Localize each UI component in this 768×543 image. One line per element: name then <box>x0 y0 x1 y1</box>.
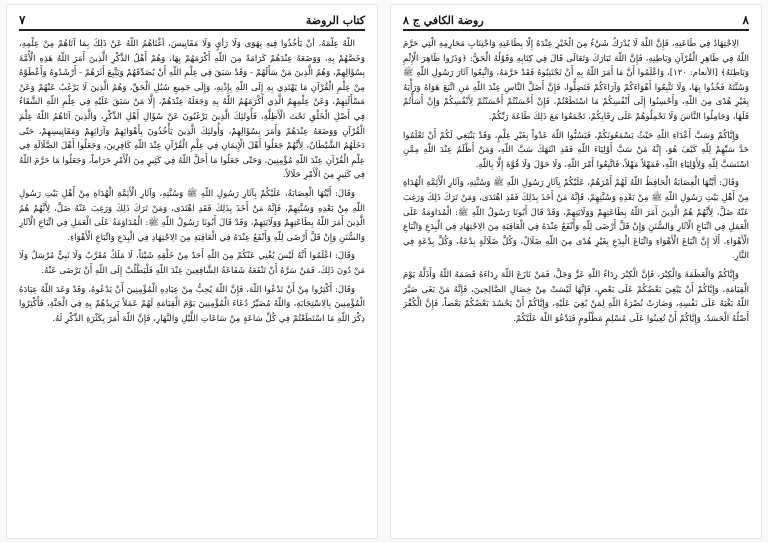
running-title: كتاب الروضة <box>305 14 365 27</box>
paragraph: الِاجْتِهَادُ فِي طَاعَتِهِ، فَإِنَّ اللّهَ لَا يُدْرَكُ شَيْءٌ مِنَ الْخَيْرِ عِنْدَهُ إِلَّا بِطَاعَتِهِ وَاجْتِنَابِ مَحَارِمِهِ الَّتِي حَرَّمَ اللّهُ فِي ظَاهِرِ الْقُرْآنِ وَبَاطِنِهِ، فَإِنَّ اللّهَ تَبَارَكَ وَتَعَالَى قَالَ فِي كِتَابِهِ وَقَوْلُهُ الْحَقُّ: ﴿وَذَرُوا ظَاهِرَ الْإِثْمِ وَبَاطِنَهُ﴾ [الأنعام: ١٢٠]، وَاعْلَمُوا أَنَّ مَا أَمَرَ اللّهُ بِهِ أَنْ تَجْتَنِبُوهُ فَقَدْ حَرَّمَهُ، وَاتَّبِعُوا آثَارَ رَسُولِ اللّهِ ﷺ وَسُنَّتَهُ فَخُذُوا بِهَا، وَلَا تَتَّبِعُوا أَهْوَاءَكُمْ وَآرَاءَكُمْ فَتَضِلُّوا، فَإِنَّ أَضَلَّ النَّاسِ عِنْدَ اللّهِ مَنِ اتَّبَعَ هَوَاهُ وَرَأْيَهُ بِغَيْرِ هُدًى مِنَ اللّهِ، وَأَحْسِنُوا إِلَى أَنْفُسِكُمْ مَا اسْتَطَعْتُمْ، فَإِنْ أَحْسَنْتُمْ أَحْسَنْتُمْ لِأَنْفُسِكُمْ وَإِنْ أَسَأْتُمْ فَلَهَا، وَجَامِلُوا النَّاسَ وَلَا تَحْمِلُوهُمْ عَلَى رِقَابِكُمْ، تَجْمَعُوا مَعَ ذَلِكَ طَاعَةَ رَبِّكُمْ. <box>403 39 749 122</box>
paragraph: وَإِيَّاكُمْ وَالْعَظَمَةَ وَالْكِبْرَ، فَإِنَّ الْكِبْرَ رِدَاءُ اللّهِ عَزَّ وَجَلَّ، فَمَنْ نَازَعَ اللّهَ رِدَاءَهُ قَصَمَهُ اللّهُ وَأَذَلَّهُ يَوْمَ الْقِيَامَةِ، وَإِيَّاكُمْ أَنْ يَبْغِيَ بَعْضُكُمْ عَلَى بَعْضٍ، فَإِنَّهَا لَيْسَتْ مِنْ خِصَالِ الصَّالِحِينَ، فَإِنَّهُ مَنْ بَغَى صَيَّرَ اللّهُ بَغْيَهُ عَلَى نَفْسِهِ، وَصَارَتْ نُصْرَةُ اللّهِ لِمَنْ بُغِيَ عَلَيْهِ، وَإِيَّاكُمْ أَنْ يَحْسُدَ بَعْضُكُمْ بَعْضاً، فَإِنَّ الْكُفْرَ أَصْلُهُ الْحَسَدُ، وَإِيَّاكُمْ أَنْ تُعِينُوا عَلَى مُسْلِمٍ مَظْلُومٍ فَيَدْعُوَ اللّهَ عَلَيْكُمْ. <box>403 269 749 324</box>
left-page <box>6 4 378 539</box>
paragraph: وَقَالَ: اعْلَمُوا أَنَّهُ لَيْسَ يُغْنِي عَنْكُمْ مِنَ اللّهِ أَحَدٌ مِنْ خَلْقِهِ شَيْئاً، لَا مَلَكٌ مُقَرَّبٌ وَلَا نَبِيٌّ مُرْسَلٌ وَلَا مَنْ دُونَ ذَلِكَ، فَمَنْ سَرَّهُ أَنْ تَنْفَعَهُ شَفَاعَةُ الشَّافِعِينَ عِنْدَ اللّهِ فَلْيَطْلُبْ إِلَى اللّهِ أَنْ يَرْضَى عَنْهُ. <box>19 251 365 276</box>
running-title: روضة الكافي ج ٨ <box>403 14 484 27</box>
paragraph: وَقَالَ: أَيَّتُهَا الْعِصَابَةُ الْحَافِظُ اللّهُ لَهُمْ أَمْرَهُمْ، عَلَيْكُمْ بِآثَارِ رَسُولِ اللّهِ ﷺ وَسُنَّتِهِ، وَآثَارِ الْأَئِمَّةِ الْهُدَاةِ مِنْ أَهْلِ بَيْتِ رَسُولِ اللّهِ ﷺ مِنْ بَعْدِهِ وَسُنَّتِهِمْ، فَإِنَّهُ مَنْ أَخَذَ بِذَلِكَ فَقَدِ اهْتَدَى، وَمَنْ تَرَكَ ذَلِكَ وَرَغِبَ عَنْهُ ضَلَّ، لِأَنَّهُمْ هُمُ الَّذِينَ أَمَرَ اللّهُ بِطَاعَتِهِمْ وَوَلَايَتِهِمْ، وَقَدْ قَالَ أَبُونَا رَسُولُ اللّهِ ﷺ: الْمُدَاوَمَةُ عَلَى الْعَمَلِ فِي اتِّبَاعِ الْآثَارِ وَالسُّنَنِ وَإِنْ قَلَّ أَرْضَى لِلّهِ وَأَنْفَعُ عِنْدَهُ فِي الْعَاقِبَةِ مِنَ الِاجْتِهَادِ فِي الْبِدَعِ وَاتِّبَاعِ الْأَهْوَاءِ، أَلَا إِنَّ اتِّبَاعَ الْأَهْوَاءِ وَاتِّبَاعَ الْبِدَعِ بِغَيْرِ هُدًى مِنَ اللّهِ ضَلَالٌ، وَكُلَّ ضَلَالَةٍ بِدْعَةٌ، وَكُلَّ بِدْعَةٍ فِي النَّارِ. <box>403 178 749 262</box>
page-number: ٨ <box>742 13 749 27</box>
page-header <box>403 13 749 31</box>
paragraph: وَقَالَ: أَكْثِرُوا مِنْ أَنْ تَدْعُوا اللّهَ، فَإِنَّ اللّهَ يُحِبُّ مِنْ عِبَادِهِ الْمُؤْمِنِينَ أَنْ يَدْعُوهُ، وَقَدْ وَعَدَ اللّهُ عِبَادَهُ الْمُؤْمِنِينَ بِالِاسْتِجَابَةِ، وَاللّهُ مُصَيِّرٌ دُعَاءَ الْمُؤْمِنِينَ يَوْمَ الْقِيَامَةِ لَهُمْ عَمَلاً يَزِيدُهُمْ بِهِ فِي الْجَنَّةِ، فَأَكْثِرُوا ذِكْرَ اللّهِ مَا اسْتَطَعْتُمْ فِي كُلِّ سَاعَةٍ مِنْ سَاعَاتِ اللَّيْلِ وَالنَّهَارِ، فَإِنَّ اللّهَ أَمَرَ بِكَثْرَةِ الذِّكْرِ لَهُ. <box>19 284 365 324</box>
page-number: ٧ <box>19 13 26 27</box>
right-page <box>390 4 762 539</box>
page-header <box>19 13 365 31</box>
page-body <box>19 37 365 532</box>
paragraph: وَقَالَ: أَيَّتُهَا الْعِصَابَةُ، عَلَيْكُمْ بِآثَارِ رَسُولِ اللّهِ ﷺ وَسُنَّتِهِ، وَآثَارِ الْأَئِمَّةِ الْهُدَاةِ مِنْ أَهْلِ بَيْتِ رَسُولِ اللّهِ مِنْ بَعْدِهِ وَسُنَّتِهِمْ، فَإِنَّهُ مَنْ أَخَذَ بِذَلِكَ فَقَدِ اهْتَدَى، وَمَنْ تَرَكَ ذَلِكَ وَرَغِبَ عَنْهُ ضَلَّ، لِأَنَّهُمْ هُمُ الَّذِينَ أَمَرَ اللّهُ بِطَاعَتِهِمْ وَوَلَايَتِهِمْ، وَقَدْ قَالَ أَبُونَا رَسُولُ اللّهِ ﷺ: الْمُدَاوَمَةُ عَلَى الْعَمَلِ فِي اتِّبَاعِ الْآثَارِ وَالسُّنَنِ وَإِنْ قَلَّ أَرْضَى لِلّهِ وَأَنْفَعُ عِنْدَهُ فِي الْعَاقِبَةِ مِنَ الِاجْتِهَادِ فِي الْبِدَعِ وَاتِّبَاعِ الْأَهْوَاءِ. <box>19 188 365 243</box>
page-body <box>403 37 749 532</box>
paragraph: وَإِيَّاكُمْ وَسَبَّ أَعْدَاءِ اللّهِ حَيْثُ يَسْمَعُونَكُمْ، فَيَسُبُّوا اللّهَ عَدْواً بِغَيْرِ عِلْمٍ، وَقَدْ يَنْبَغِي لَكُمْ أَنْ تَعْلَمُوا حَدَّ سَبِّهِمْ لِلّهِ كَيْفَ هُوَ، إِنَّهُ مَنْ سَبَّ أَوْلِيَاءَ اللّهِ فَقَدِ انْتَهَكَ سَبَّ اللّهِ، وَمَنْ أَظْلَمُ عِنْدَ اللّهِ مِمَّنِ اسْتَسَبَّ لِلّهِ وَلِأَوْلِيَاءِ اللّهِ، فَمَهْلاً مَهْلاً، فَاتَّبِعُوا أَمْرَ اللّهِ، وَلَا حَوْلَ وَلَا قُوَّةَ إِلَّا بِاللّهِ. <box>403 130 749 170</box>
paragraph: اللّهُ عِلْمَهُ، أَنْ يَأْخُذُوا فِيهِ بِهَوَى وَلَا رَأْيٍ وَلَا مَقَايِيسَ، أَغْنَاهُمُ اللّهُ عَنْ ذَلِكَ بِمَا آتَاهُمْ مِنْ عِلْمِهِ، وَخَصَّهُمْ بِهِ، وَوَضَعَهُ عِنْدَهُمْ كَرَامَةً مِنَ اللّهِ أَكْرَمَهُمْ بِهَا، وَهُمْ أَهْلُ الذِّكْرِ الَّذِينَ أَمَرَ اللّهُ هَذِهِ الْأُمَّةَ بِسُؤَالِهِمْ، وَهُمُ الَّذِينَ مَنْ سَأَلَهُمْ - وَقَدْ سَبَقَ فِي عِلْمِ اللّهِ أَنْ يُصَدِّقَهُمْ وَيَتَّبِعَ أَثَرَهُمْ - أَرْشَدُوهُ وَأَعْطَوْهُ مِنْ عِلْمِ الْقُرْآنِ مَا يَهْتَدِي بِهِ إِلَى اللّهِ بِإِذْنِهِ، وَإِلَى جَمِيعِ سُبُلِ الْحَقِّ، وَهُمُ الَّذِينَ لَا يَرْغَبُ عَنْهُمْ وَعَنْ مَسْأَلَتِهِمْ، وَعَنْ عِلْمِهِمُ الَّذِي أَكْرَمَهُمُ اللّهُ بِهِ وَجَعَلَهُ عِنْدَهُمْ، إِلَّا مَنْ سَبَقَ عَلَيْهِ فِي عِلْمِ اللّهِ الشَّقَاءُ فِي أَصْلِ الْخَلْقِ تَحْتَ الْأَظِلَّةِ، فَأُولئِكَ الَّذِينَ يَرْغَبُونَ عَنْ سُؤَالِ أَهْلِ الذِّكْرِ، وَالَّذِينَ آتَاهُمُ اللّهُ عِلْمَ الْقُرْآنِ وَوَضَعَهُ عِنْدَهُمْ وَأَمَرَ بِسُؤَالِهِمْ، وَأُولئِكَ الَّذِينَ يَأْخُذُونَ بِأَهْوَائِهِمْ وَآرَائِهِمْ وَمَقَايِيسِهِمْ، حَتّى دَخَلَهُمُ الشَّيْطَانُ، لِأَنَّهُمْ جَعَلُوا أَهْلَ الْإِيمَانِ فِي عِلْمِ الْقُرْآنِ عِنْدَ اللّهِ كَافِرِينَ، وَجَعَلُوا أَهْلَ الضَّلَالَةِ فِي عِلْمِ الْقُرْآنِ عِنْدَ اللّهِ مُؤْمِنِينَ، وَحَتّى جَعَلُوا مَا أَحَلَّ اللّهُ فِي كَثِيرٍ مِنَ الْأَمْرِ حَرَاماً، وَجَعَلُوا مَا حَرَّمَ اللّهُ فِي كَثِيرٍ مِنَ الْأَمْرِ حَلَالاً. <box>19 39 365 181</box>
